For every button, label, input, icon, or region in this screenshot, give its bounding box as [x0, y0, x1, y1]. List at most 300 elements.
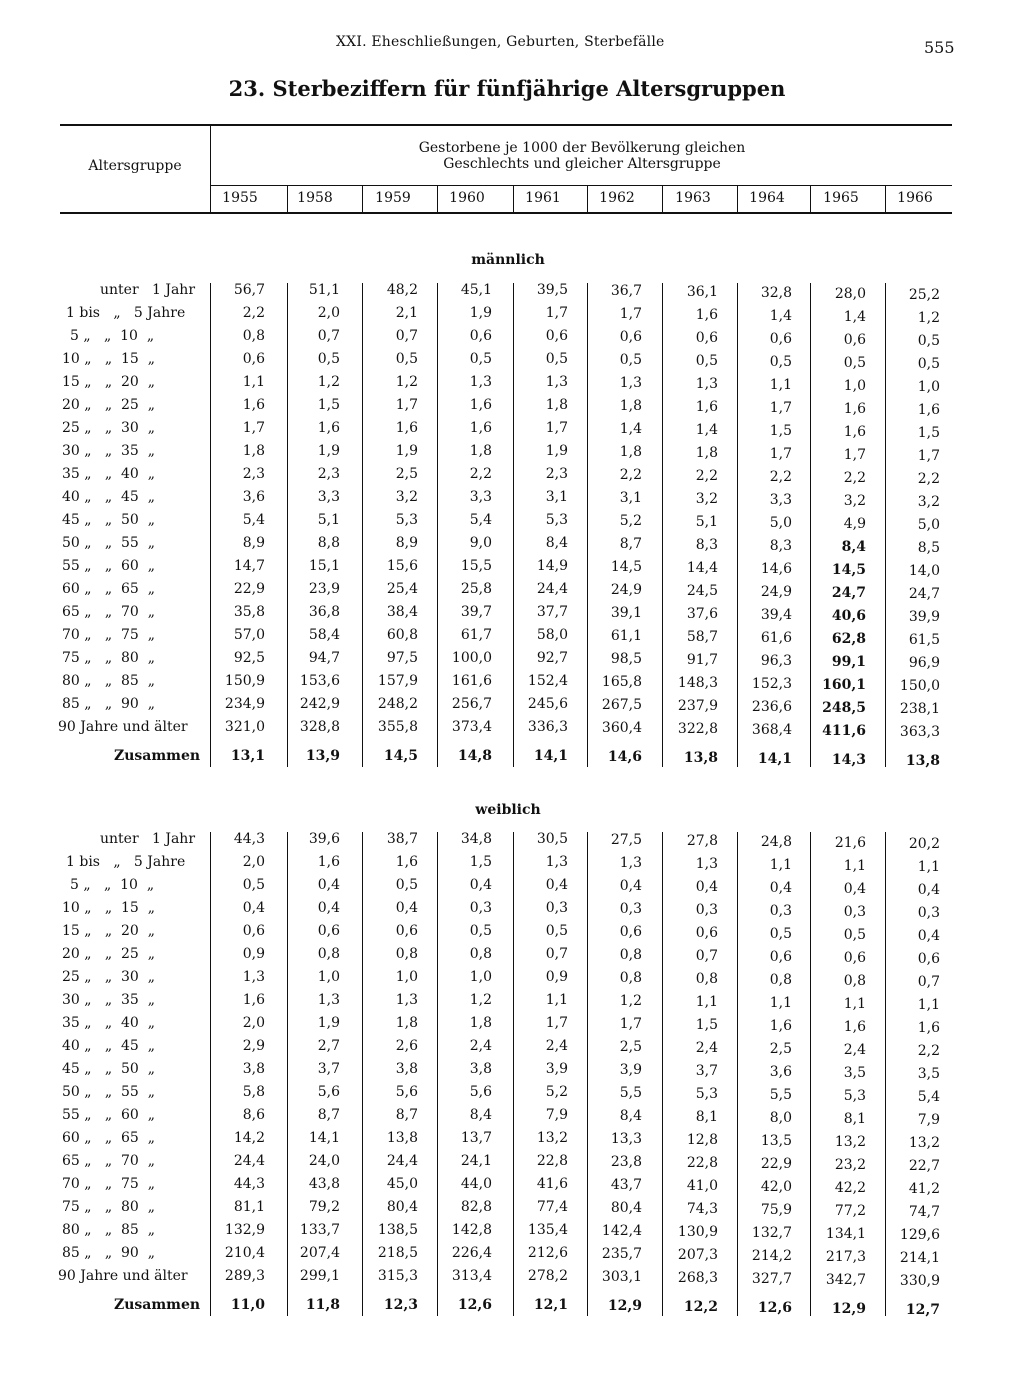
- table-cell: 1,2: [917, 310, 940, 326]
- table-cell: 148,3: [677, 675, 718, 691]
- table-cell: 14,2: [233, 1130, 265, 1146]
- table-cell: 41,6: [536, 1176, 568, 1192]
- table-cell: 0,5: [395, 351, 418, 367]
- table-cell: 1,6: [469, 397, 492, 413]
- table-cell: 1,2: [469, 992, 492, 1008]
- table-cell: 79,2: [308, 1199, 340, 1215]
- table-cell: 24,0: [308, 1153, 340, 1169]
- table-cell: 1,1: [917, 859, 940, 875]
- table-cell: 0,6: [769, 331, 792, 347]
- year-header-1962: 1962: [599, 190, 635, 206]
- table-cell: 13,2: [908, 1135, 940, 1151]
- table-cell: 248,2: [377, 696, 418, 712]
- table-cell: 2,2: [242, 305, 265, 321]
- table-cell: 1,6: [469, 420, 492, 436]
- total-cell: 12,9: [831, 1301, 866, 1317]
- age-group-label: 35 „ „ 40 „: [62, 1015, 155, 1031]
- table-cell: 1,7: [619, 1016, 642, 1032]
- table-cell: 61,6: [760, 630, 792, 646]
- table-cell: 13,7: [460, 1130, 492, 1146]
- table-cell: 0,7: [395, 328, 418, 344]
- table-cell: 373,4: [451, 719, 492, 735]
- table-cell: 0,5: [769, 354, 792, 370]
- table-cell: 1,5: [769, 423, 792, 439]
- total-label: Zusammen: [114, 1297, 201, 1313]
- table-cell: 21,6: [834, 835, 866, 851]
- table-cell: 3,3: [317, 489, 340, 505]
- total-cell: 14,1: [757, 751, 792, 767]
- table-cell: 1,6: [695, 399, 718, 415]
- running-head: XXI. Eheschließungen, Geburten, Sterbefälle: [336, 34, 665, 50]
- table-cell: 0,7: [545, 946, 568, 962]
- table-cell: 299,1: [299, 1268, 340, 1284]
- table-cell: 1,4: [843, 309, 866, 325]
- year-header-1961: 1961: [525, 190, 561, 206]
- table-cell: 1,6: [695, 307, 718, 323]
- table-cell: 24,1: [460, 1153, 492, 1169]
- table-cell: 1,1: [242, 374, 265, 390]
- section-title: männlich: [471, 252, 545, 268]
- table-cell: 2,4: [843, 1042, 866, 1058]
- age-group-label: 15 „ „ 20 „: [62, 374, 155, 390]
- table-cell: 234,9: [224, 696, 265, 712]
- table-cell: 0,4: [469, 877, 492, 893]
- table-cell: 7,9: [917, 1112, 940, 1128]
- age-group-label: 15 „ „ 20 „: [62, 923, 155, 939]
- table-cell: 0,4: [917, 928, 940, 944]
- total-cell: 14,8: [457, 748, 492, 764]
- stub-header: Altersgruppe: [88, 158, 182, 174]
- age-group-label: 25 „ „ 30 „: [62, 420, 155, 436]
- table-cell: 2,5: [619, 1039, 642, 1055]
- table-cell: 214,1: [899, 1250, 940, 1266]
- table-cell: 2,4: [545, 1038, 568, 1054]
- table-cell: 0,5: [469, 351, 492, 367]
- table-cell: 2,5: [769, 1041, 792, 1057]
- table-cell: 0,3: [843, 904, 866, 920]
- table-cell: 1,5: [469, 854, 492, 870]
- table-cell: 39,7: [460, 604, 492, 620]
- table-cell: 23,9: [308, 581, 340, 597]
- table-cell: 61,1: [610, 628, 642, 644]
- table-cell: 0,7: [695, 948, 718, 964]
- age-group-label: 1 bis „ 5 Jahre: [66, 854, 186, 870]
- year-header-1964: 1964: [749, 190, 785, 206]
- age-group-label: 40 „ „ 45 „: [62, 489, 155, 505]
- table-cell: 32,8: [760, 285, 792, 301]
- total-cell: 12,3: [383, 1297, 418, 1313]
- table-cell: 14,7: [233, 558, 265, 574]
- table-cell: 2,1: [395, 305, 418, 321]
- table-cell: 2,3: [242, 466, 265, 482]
- table-cell: 98,5: [610, 651, 642, 667]
- table-cell: 43,7: [610, 1177, 642, 1193]
- table-cell: 1,1: [695, 994, 718, 1010]
- table-cell: 0,5: [769, 926, 792, 942]
- table-cell: 39,6: [308, 831, 340, 847]
- table-cell: 0,5: [619, 352, 642, 368]
- table-cell: 1,3: [695, 856, 718, 872]
- table-cell: 1,5: [317, 397, 340, 413]
- table-cell: 22,9: [233, 581, 265, 597]
- table-cell: 2,4: [695, 1040, 718, 1056]
- table-cell: 92,7: [536, 650, 568, 666]
- table-cell: 5,1: [317, 512, 340, 528]
- table-cell: 24,7: [908, 586, 940, 602]
- table-cell: 0,6: [917, 951, 940, 967]
- table-cell: 3,8: [242, 1061, 265, 1077]
- table-cell: 1,6: [242, 992, 265, 1008]
- age-group-label: 50 „ „ 55 „: [62, 1084, 155, 1100]
- section-title: weiblich: [475, 802, 541, 818]
- table-cell: 75,9: [760, 1202, 792, 1218]
- table-cell: 330,9: [899, 1273, 940, 1289]
- table-cell: 24,5: [686, 583, 718, 599]
- table-cell: 313,4: [451, 1268, 492, 1284]
- age-group-label: 60 „ „ 65 „: [62, 581, 155, 597]
- table-cell: 80,4: [610, 1200, 642, 1216]
- table-cell: 1,5: [695, 1017, 718, 1033]
- age-group-label: 10 „ „ 15 „: [62, 900, 155, 916]
- table-cell: 1,8: [242, 443, 265, 459]
- table-cell: 0,9: [242, 946, 265, 962]
- table-cell: 100,0: [451, 650, 492, 666]
- total-cell: 12,9: [607, 1298, 642, 1314]
- header-divider-rule: [210, 185, 952, 186]
- total-cell: 11,0: [230, 1297, 265, 1313]
- table-cell: 42,2: [834, 1180, 866, 1196]
- table-cell: 1,7: [769, 446, 792, 462]
- table-cell: 0,9: [545, 969, 568, 985]
- age-group-label: 90 Jahre und älter: [58, 719, 188, 735]
- table-cell: 1,9: [317, 443, 340, 459]
- table-cell: 1,6: [917, 402, 940, 418]
- age-group-label: unter 1 Jahr: [100, 282, 196, 298]
- table-cell: 99,1: [831, 654, 866, 670]
- table-cell: 1,8: [469, 1015, 492, 1031]
- total-cell: 13,8: [905, 753, 940, 769]
- table-cell: 217,3: [825, 1249, 866, 1265]
- table-cell: 142,8: [451, 1222, 492, 1238]
- table-cell: 1,0: [395, 969, 418, 985]
- age-group-label: 30 „ „ 35 „: [62, 443, 155, 459]
- table-cell: 22,8: [686, 1155, 718, 1171]
- table-cell: 1,3: [395, 992, 418, 1008]
- age-group-label: 20 „ „ 25 „: [62, 397, 155, 413]
- table-cell: 0,6: [545, 328, 568, 344]
- table-cell: 1,8: [619, 398, 642, 414]
- age-group-label: 45 „ „ 50 „: [62, 1061, 155, 1077]
- table-cell: 23,2: [834, 1157, 866, 1173]
- table-cell: 2,2: [917, 471, 940, 487]
- table-cell: 3,3: [769, 492, 792, 508]
- table-cell: 58,7: [686, 629, 718, 645]
- table-cell: 77,4: [536, 1199, 568, 1215]
- year-header-1965: 1965: [823, 190, 859, 206]
- table-cell: 2,9: [242, 1038, 265, 1054]
- table-cell: 278,2: [527, 1268, 568, 1284]
- total-cell: 12,6: [757, 1300, 792, 1316]
- table-cell: 218,5: [377, 1245, 418, 1261]
- table-cell: 14,5: [831, 562, 866, 578]
- total-label: Zusammen: [114, 748, 201, 764]
- table-cell: 0,8: [695, 971, 718, 987]
- table-cell: 130,9: [677, 1224, 718, 1240]
- table-cell: 1,9: [395, 443, 418, 459]
- table-cell: 321,0: [224, 719, 265, 735]
- table-cell: 94,7: [308, 650, 340, 666]
- table-cell: 35,8: [233, 604, 265, 620]
- table-cell: 2,2: [695, 468, 718, 484]
- table-cell: 37,7: [536, 604, 568, 620]
- table-cell: 0,3: [469, 900, 492, 916]
- table-cell: 0,5: [545, 351, 568, 367]
- table-cell: 0,4: [545, 877, 568, 893]
- table-cell: 165,8: [601, 674, 642, 690]
- table-cell: 2,0: [317, 305, 340, 321]
- table-cell: 1,6: [843, 424, 866, 440]
- table-cell: 81,1: [233, 1199, 265, 1215]
- table-cell: 92,5: [233, 650, 265, 666]
- table-cell: 96,3: [760, 653, 792, 669]
- table-cell: 3,5: [917, 1066, 940, 1082]
- table-cell: 0,5: [695, 353, 718, 369]
- table-cell: 24,4: [233, 1153, 265, 1169]
- table-cell: 8,5: [917, 540, 940, 556]
- age-group-label: 90 Jahre und älter: [58, 1268, 188, 1284]
- table-cell: 8,8: [317, 535, 340, 551]
- table-cell: 51,1: [308, 282, 340, 298]
- table-cell: 0,6: [843, 950, 866, 966]
- table-cell: 5,0: [769, 515, 792, 531]
- table-cell: 150,0: [899, 678, 940, 694]
- table-cell: 3,2: [843, 493, 866, 509]
- table-cell: 0,4: [843, 881, 866, 897]
- table-cell: 1,1: [769, 857, 792, 873]
- table-cell: 38,4: [386, 604, 418, 620]
- table-cell: 5,4: [917, 1089, 940, 1105]
- age-group-label: 55 „ „ 60 „: [62, 558, 155, 574]
- table-cell: 0,4: [917, 882, 940, 898]
- table-cell: 38,7: [386, 831, 418, 847]
- table-cell: 5,6: [469, 1084, 492, 1100]
- table-cell: 3,8: [395, 1061, 418, 1077]
- table-cell: 1,6: [769, 1018, 792, 1034]
- table-cell: 1,1: [545, 992, 568, 1008]
- table-cell: 1,7: [545, 1015, 568, 1031]
- table-cell: 23,8: [610, 1154, 642, 1170]
- table-cell: 226,4: [451, 1245, 492, 1261]
- table-cell: 0,5: [317, 351, 340, 367]
- table-cell: 0,5: [917, 356, 940, 372]
- table-cell: 5,6: [317, 1084, 340, 1100]
- table-cell: 138,5: [377, 1222, 418, 1238]
- table-cell: 39,1: [610, 605, 642, 621]
- table-cell: 3,8: [469, 1061, 492, 1077]
- age-group-label: 75 „ „ 80 „: [62, 1199, 155, 1215]
- table-cell: 5,4: [469, 512, 492, 528]
- table-cell: 91,7: [686, 652, 718, 668]
- table-cell: 3,7: [695, 1063, 718, 1079]
- table-cell: 0,4: [242, 900, 265, 916]
- table-cell: 1,4: [695, 422, 718, 438]
- table-cell: 0,8: [619, 970, 642, 986]
- table-cell: 3,9: [545, 1061, 568, 1077]
- table-cell: 3,6: [242, 489, 265, 505]
- age-group-label: 80 „ „ 85 „: [62, 1222, 155, 1238]
- table-cell: 14,4: [686, 560, 718, 576]
- table-cell: 0,7: [317, 328, 340, 344]
- table-cell: 25,8: [460, 581, 492, 597]
- table-cell: 1,2: [317, 374, 340, 390]
- table-cell: 8,3: [769, 538, 792, 554]
- table-cell: 0,4: [769, 880, 792, 896]
- table-cell: 8,1: [695, 1109, 718, 1125]
- year-header-1958: 1958: [297, 190, 333, 206]
- total-cell: 13,1: [230, 748, 265, 764]
- table-cell: 237,9: [677, 698, 718, 714]
- table-cell: 3,2: [695, 491, 718, 507]
- table-cell: 5,5: [769, 1087, 792, 1103]
- table-cell: 13,3: [610, 1131, 642, 1147]
- table-cell: 14,0: [908, 563, 940, 579]
- table-cell: 1,7: [917, 448, 940, 464]
- table-cell: 214,2: [751, 1248, 792, 1264]
- table-cell: 327,7: [751, 1271, 792, 1287]
- table-cell: 44,3: [233, 1176, 265, 1192]
- table-cell: 1,9: [317, 1015, 340, 1031]
- table-cell: 132,7: [751, 1225, 792, 1241]
- table-cell: 60,8: [386, 627, 418, 643]
- table-cell: 0,7: [917, 974, 940, 990]
- table-cell: 1,7: [242, 420, 265, 436]
- table-cell: 34,8: [460, 831, 492, 847]
- table-cell: 152,3: [751, 676, 792, 692]
- table-cell: 24,4: [386, 1153, 418, 1169]
- page-number: 555: [924, 38, 955, 57]
- table-cell: 58,4: [308, 627, 340, 643]
- table-cell: 36,7: [610, 283, 642, 299]
- table-cell: 2,0: [242, 854, 265, 870]
- column-group-caption: [412, 140, 752, 172]
- table-cell: 0,5: [469, 923, 492, 939]
- table-cell: 28,0: [834, 286, 866, 302]
- table-cell: 37,6: [686, 606, 718, 622]
- table-cell: 2,2: [769, 469, 792, 485]
- table-cell: 5,3: [695, 1086, 718, 1102]
- table-cell: 27,5: [610, 832, 642, 848]
- table-cell: 5,2: [619, 513, 642, 529]
- table-cell: 15,5: [460, 558, 492, 574]
- table-cell: 256,7: [451, 696, 492, 712]
- age-group-label: unter 1 Jahr: [100, 831, 196, 847]
- table-cell: 0,3: [619, 901, 642, 917]
- table-top-rule: [60, 124, 952, 126]
- table-cell: 15,1: [308, 558, 340, 574]
- table-cell: 1,0: [317, 969, 340, 985]
- table-cell: 1,6: [843, 401, 866, 417]
- table-cell: 2,6: [395, 1038, 418, 1054]
- total-cell: 13,8: [683, 750, 718, 766]
- table-cell: 342,7: [825, 1272, 866, 1288]
- table-cell: 42,0: [760, 1179, 792, 1195]
- table-cell: 22,9: [760, 1156, 792, 1172]
- total-cell: 12,1: [533, 1297, 568, 1313]
- age-group-label: 5 „ „ 10 „: [70, 877, 155, 893]
- table-cell: 3,2: [395, 489, 418, 505]
- table-cell: 1,1: [769, 995, 792, 1011]
- table-cell: 1,3: [469, 374, 492, 390]
- table-cell: 1,9: [469, 305, 492, 321]
- table-cell: 25,4: [386, 581, 418, 597]
- table-cell: 0,6: [469, 328, 492, 344]
- table-cell: 315,3: [377, 1268, 418, 1284]
- table-cell: 39,4: [760, 607, 792, 623]
- table-cell: 134,1: [825, 1226, 866, 1242]
- table-cell: 5,2: [545, 1084, 568, 1100]
- table-cell: 161,6: [451, 673, 492, 689]
- table-cell: 1,3: [242, 969, 265, 985]
- table-cell: 2,4: [469, 1038, 492, 1054]
- table-cell: 2,2: [843, 470, 866, 486]
- table-cell: 1,1: [769, 377, 792, 393]
- table-cell: 5,6: [395, 1084, 418, 1100]
- table-cell: 4,9: [843, 516, 866, 532]
- table-cell: 0,3: [917, 905, 940, 921]
- table-cell: 8,9: [395, 535, 418, 551]
- table-cell: 1,8: [619, 444, 642, 460]
- table-cell: 82,8: [460, 1199, 492, 1215]
- table-cell: 210,4: [224, 1245, 265, 1261]
- table-cell: 39,9: [908, 609, 940, 625]
- table-cell: 97,5: [386, 650, 418, 666]
- table-cell: 61,7: [460, 627, 492, 643]
- table-cell: 336,3: [527, 719, 568, 735]
- table-cell: 1,3: [619, 855, 642, 871]
- table-cell: 1,3: [545, 854, 568, 870]
- age-group-label: 10 „ „ 15 „: [62, 351, 155, 367]
- table-cell: 1,8: [469, 443, 492, 459]
- table-cell: 3,1: [619, 490, 642, 506]
- table-cell: 289,3: [224, 1268, 265, 1284]
- age-group-label: 85 „ „ 90 „: [62, 1245, 155, 1261]
- table-cell: 25,2: [908, 287, 940, 303]
- table-cell: 411,6: [822, 723, 866, 739]
- table-cell: 0,5: [843, 927, 866, 943]
- table-cell: 5,3: [843, 1088, 866, 1104]
- table-cell: 43,8: [308, 1176, 340, 1192]
- table-cell: 267,5: [601, 697, 642, 713]
- table-cell: 3,6: [769, 1064, 792, 1080]
- age-group-label: 70 „ „ 75 „: [62, 627, 155, 643]
- table-cell: 0,8: [469, 946, 492, 962]
- table-cell: 160,1: [822, 677, 866, 693]
- table-cell: 0,3: [695, 902, 718, 918]
- table-cell: 14,9: [536, 558, 568, 574]
- age-group-label: 80 „ „ 85 „: [62, 673, 155, 689]
- table-cell: 24,9: [610, 582, 642, 598]
- table-cell: 3,2: [917, 494, 940, 510]
- age-group-label: 50 „ „ 55 „: [62, 535, 155, 551]
- table-cell: 39,5: [536, 282, 568, 298]
- table-cell: 8,7: [395, 1107, 418, 1123]
- table-cell: 2,2: [469, 466, 492, 482]
- year-header-1955: 1955: [222, 190, 258, 206]
- table-cell: 1,2: [619, 993, 642, 1009]
- table-cell: 242,9: [299, 696, 340, 712]
- table-cell: 44,0: [460, 1176, 492, 1192]
- table-cell: 30,5: [536, 831, 568, 847]
